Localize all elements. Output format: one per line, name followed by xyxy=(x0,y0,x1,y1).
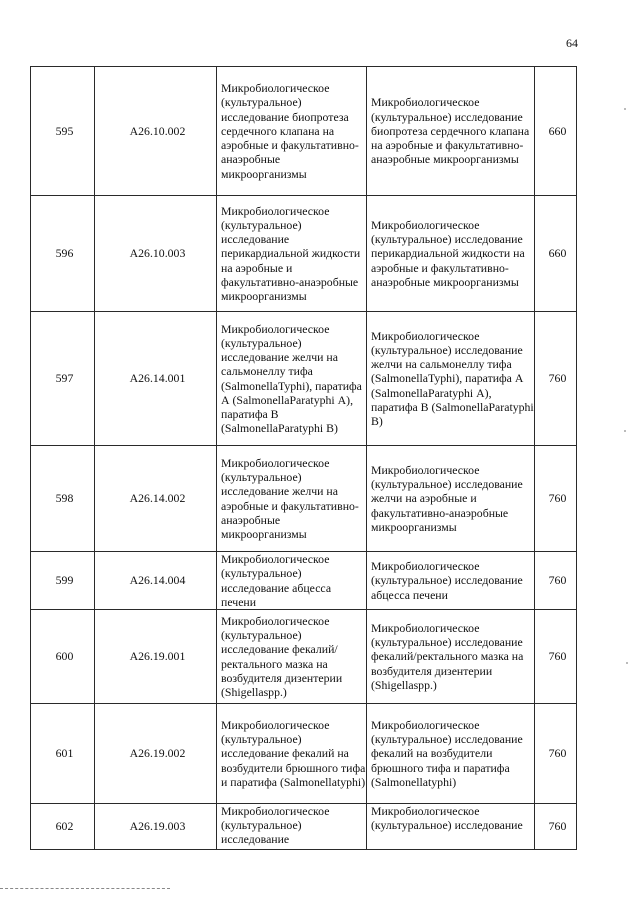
service-code-cell: A26.14.001 xyxy=(95,312,217,446)
table-row xyxy=(31,610,577,704)
service-full-name-cell: Микробиологическое (культуральное) исследование фекалий на возбудители брюшного тифа и паратифа (Salmonellatyphi) xyxy=(367,704,535,804)
service-code-cell: A26.14.002 xyxy=(95,446,217,552)
service-code-cell: A26.10.002 xyxy=(95,67,217,196)
table-row xyxy=(31,196,577,312)
service-code-cell: A26.14.004 xyxy=(95,552,217,610)
services-price-table xyxy=(30,66,577,850)
service-full-name-cell: Микробиологическое (культуральное) исследование желчи на аэробные и факультативно-анаэробные микроорганизмы xyxy=(367,446,535,552)
price-cell: 760 xyxy=(535,704,577,804)
table-row xyxy=(31,552,577,610)
service-name-cell: Микробиологическое (культуральное) исследование абцесса печени xyxy=(217,552,367,610)
row-number-cell: 602 xyxy=(31,804,95,850)
table-row xyxy=(31,804,577,850)
price-cell: 760 xyxy=(535,804,577,850)
service-code-cell: A26.19.003 xyxy=(95,804,217,850)
scan-speck xyxy=(624,108,626,110)
row-number-cell: 599 xyxy=(31,552,95,610)
table-row xyxy=(31,704,577,804)
service-code-cell: A26.19.001 xyxy=(95,610,217,704)
price-cell: 660 xyxy=(535,67,577,196)
scan-speck xyxy=(624,430,626,432)
row-number-cell: 601 xyxy=(31,704,95,804)
price-cell: 760 xyxy=(535,312,577,446)
price-cell: 760 xyxy=(535,610,577,704)
footer-rule xyxy=(0,888,170,889)
service-full-name-cell: Микробиологическое (культуральное) исследование перикардиальной жидкости на аэробные и факультативно-анаэробные микроорганизмы xyxy=(367,196,535,312)
table-row xyxy=(31,312,577,446)
price-cell: 760 xyxy=(535,446,577,552)
row-number-cell: 597 xyxy=(31,312,95,446)
service-full-name-cell: Микробиологическое (культуральное) исследование биопротеза сердечного клапана на аэробные и факультативно-анаэробные микроорганизмы xyxy=(367,67,535,196)
scan-speck xyxy=(626,662,628,664)
price-cell: 760 xyxy=(535,552,577,610)
service-name-cell: Микробиологическое (культуральное) исследование фекалий/ректального мазка на возбудителя дизентерии (Shigellaspp.) xyxy=(217,610,367,704)
price-cell: 660 xyxy=(535,196,577,312)
service-name-cell: Микробиологическое (культуральное) исследование перикардиальной жидкости на аэробные и факультативно-анаэробные микроорганизмы xyxy=(217,196,367,312)
service-full-name-cell: Микробиологическое (культуральное) исследование желчи на сальмонеллу тифа (SalmonellaTyphi), паратифа А (SalmonellaParatyphi А), паратифа В (SalmonellaParatyphi В) xyxy=(367,312,535,446)
service-name-cell: Микробиологическое (культуральное) исследование желчи на аэробные и факультативно-анаэробные микроорганизмы xyxy=(217,446,367,552)
service-name-cell: Микробиологическое (культуральное) исследование фекалий на возбудители брюшного тифа и паратифа (Salmonellatyphi) xyxy=(217,704,367,804)
service-full-name-cell: Микробиологическое (культуральное) исследование xyxy=(367,804,535,850)
service-name-cell: Микробиологическое (культуральное) исследование xyxy=(217,804,367,850)
row-number-cell: 598 xyxy=(31,446,95,552)
page-number: 64 xyxy=(566,36,578,50)
row-number-cell: 600 xyxy=(31,610,95,704)
service-full-name-cell: Микробиологическое (культуральное) исследование фекалий/ректального мазка на возбудителя дизентерии (Shigellaspp.) xyxy=(367,610,535,704)
table-row xyxy=(31,446,577,552)
service-code-cell: A26.10.003 xyxy=(95,196,217,312)
service-name-cell: Микробиологическое (культуральное) исследование желчи на сальмонеллу тифа (SalmonellaTyphi), паратифа А (SalmonellaParatyphi А), паратифа В (SalmonellaParatyphi В) xyxy=(217,312,367,446)
row-number-cell: 596 xyxy=(31,196,95,312)
row-number-cell: 595 xyxy=(31,67,95,196)
service-full-name-cell: Микробиологическое (культуральное) исследование абцесса печени xyxy=(367,552,535,610)
service-name-cell: Микробиологическое (культуральное) исследование биопротеза сердечного клапана на аэробные и факультативно-анаэробные микроорганизмы xyxy=(217,67,367,196)
service-code-cell: A26.19.002 xyxy=(95,704,217,804)
table-row xyxy=(31,67,577,196)
